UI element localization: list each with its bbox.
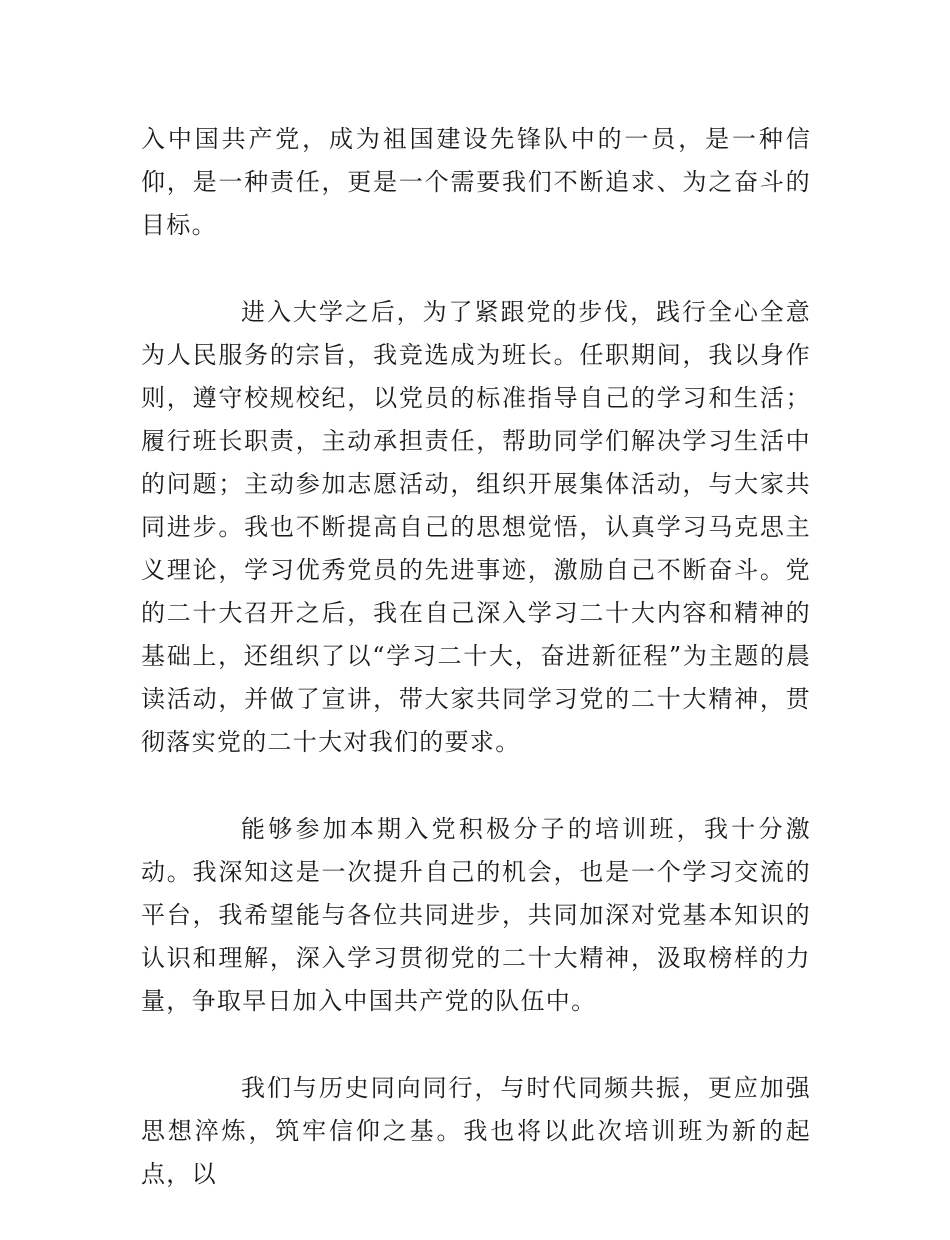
document-body [141, 118, 811, 1240]
paragraph-2: 进入大学之后，为了紧跟党的步伐，践行全心全意为人民服务的宗旨，我竞选成为班长。任职期间，我以身作则，遵守校规校纪，以党员的标准指导自己的学习和生活；履行班长职责，主动承担责任，帮助同学们解决学习生活中的问题；主动参加志愿活动，组织开展集体活动，与大家共同进步。我也不断提高自己的思想觉悟，认真学习马克思主义理论，学习优秀党员的先进事迹，激励自己不断奋斗。党的二十大召开之后，我在自己深入学习二十大内容和精神的基础上，还组织了以“学习二十大，奋进新征程”为主题的晨读活动，并做了宣讲，带大家共同学习党的二十大精神，贯彻落实党的二十大对我们的要求。 [141, 298, 811, 756]
paragraph-1: 入中国共产党，成为祖国建设先锋队中的一员，是一种信仰，是一种责任，更是一个需要我们不断追求、为之奋斗的目标。 [141, 125, 811, 239]
paragraph-3: 能够参加本期入党积极分子的培训班，我十分激动。我深知这是一次提升自己的机会，也是一个学习交流的平台，我希望能与各位共同进步，共同加深对党基本知识的认识和理解，深入学习贯彻党的二十大精神，汲取榜样的力量，争取早日加入中国共产党的队伍中。 [141, 815, 811, 1015]
paragraph-4: 我们与历史同向同行，与时代同频共振，更应加强思想淬炼，筑牢信仰之基。我也将以此次培训班为新的起点，以 [141, 1074, 811, 1188]
